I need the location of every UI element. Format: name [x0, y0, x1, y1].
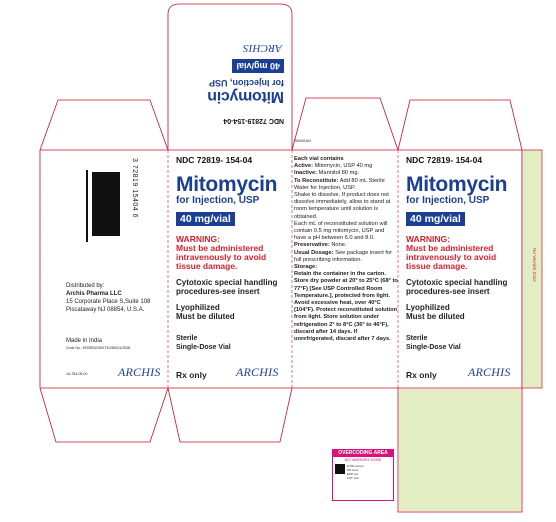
barcode-number: 3 72819 15404 6	[131, 158, 138, 219]
storage-text: Retain the container in the carton. Store dry powder at 20° to 25°C (68° to 77°F) [See USP Controlled Room Temperature.], protected from light. Avoid excessive heat, over 40°C (104°F). Protect reconstituted solution from light. Store solution under refrigeration 2° to 8°C (36° to 46°F), discard after 14 days. If unrefrigerated, discard after 7 days.	[294, 271, 398, 343]
top-flap-strength: 40 mg/vial	[232, 59, 284, 73]
barcode-guard	[84, 170, 90, 242]
inactive-text: Mannitol 80 mg.	[318, 170, 360, 177]
datamatrix-code	[335, 464, 345, 474]
preservative-label: Preservative:	[294, 242, 330, 249]
shake-text: Shake to dissolve. If product does not dissolve immediately, allow to stand at room temperature until solution is obtained.	[294, 192, 391, 220]
license-code: Code No.: KR/DRUGS/KTK/28D/01/2008	[66, 346, 131, 350]
top-flap-subtitle: for Injection, USP	[208, 78, 284, 88]
top-flap-logo	[243, 40, 282, 58]
front2-must-dilute: Must be diluted	[406, 312, 465, 321]
top-flap	[172, 30, 290, 140]
front-subtitle: for Injection, USP	[176, 195, 260, 206]
front2-warning-title: WARNING:	[406, 234, 450, 244]
front-ndc: NDC 72819- 154-04	[176, 155, 253, 165]
preservative-text: None.	[331, 242, 347, 249]
lot-label: LOT	[347, 476, 353, 480]
inactive-label: Inactive:	[294, 170, 318, 177]
each-ml-text: Each mL of reconstituted solution will contain 0.5 mg mitomycin, USP and have a pH between 6.0 and 8.0.	[294, 220, 388, 242]
front-must-dilute: Must be diluted	[176, 312, 235, 321]
distributed-by-label: Distributed by:	[66, 283, 105, 289]
overcoding-box: OVERCODING AREA NO VARNISH ZONE GTIN ▪▪▪▪▪▪▪▪ SN ▪▪▪▪▪▪ EXP ▪▪▪▪ LOT ▪▪▪▪▪	[332, 449, 394, 501]
reconstitute-label: To Reconstitute:	[294, 177, 339, 184]
front-single-dose: Single-Dose Vial	[176, 344, 231, 351]
front2-lyophilized: Lyophilized	[406, 303, 450, 312]
front-lyophilized: Lyophilized	[176, 303, 220, 312]
front-strength: 40 mg/vial	[176, 212, 235, 226]
top-flap-ndc-text: NDC 72819-154-04	[223, 117, 284, 124]
front2-logo-text: ARCHIS	[468, 365, 511, 379]
front2-brand: Mitomycin	[406, 173, 508, 196]
address-line-1: 15 Corporate Place S,Suite 108	[66, 299, 151, 305]
no-varnish-label: No Varnish Zone	[532, 248, 537, 282]
exp-label: EXP	[347, 472, 353, 476]
top-flap-logo-text: ARCHIS	[242, 42, 282, 54]
front2-logo	[468, 363, 511, 381]
active-label: Active:	[294, 163, 313, 170]
front-logo	[236, 363, 279, 381]
front2-subtitle: for Injection, USP	[406, 195, 490, 206]
front2-single-dose: Single-Dose Vial	[406, 344, 461, 351]
top-flap-brand	[208, 58, 284, 104]
front-rx: Rx only	[176, 370, 207, 380]
made-in-text: Made in India	[66, 338, 103, 344]
usual-text: See package insert for full prescribing information.	[294, 249, 393, 263]
top-flap-brand-text: Mitomycin	[207, 88, 284, 105]
mid-top-code: 784001M	[294, 138, 311, 143]
front-panel-2	[406, 155, 518, 385]
part-code: 1A-784-09-00	[66, 372, 88, 376]
middle-panel	[294, 156, 398, 343]
overcoding-title: OVERCODING AREA	[333, 450, 393, 457]
active-text: Mitomycin, USP 40 mg	[314, 163, 373, 170]
front2-cytotoxic: Cytotoxic special handling procedures-see insert	[406, 278, 508, 296]
front-panel	[176, 155, 288, 385]
front-warning-text: Must be administered intravenously to avoid tissue damage.	[176, 243, 267, 271]
usual-label: Usual Dosage:	[294, 249, 334, 256]
gtin-label: GTIN	[347, 464, 355, 468]
made-in-block	[66, 337, 166, 351]
front-warning-title: WARNING:	[176, 234, 220, 244]
front2-rx: Rx only	[406, 370, 437, 380]
front2-strength: 40 mg/vial	[406, 212, 465, 226]
top-flap-ndc	[223, 114, 284, 132]
left-logo-text: ARCHIS	[118, 365, 161, 379]
front2-warning-text: Must be administered intravenously to avoid tissue damage.	[406, 243, 497, 271]
storage-label: Storage:	[294, 264, 318, 271]
left-logo	[118, 363, 161, 381]
front-sterile: Sterile	[176, 335, 198, 342]
address-line-2: Piscataway NJ 08854, U.S.A.	[66, 307, 145, 313]
company-name: Archis Pharma LLC	[66, 291, 122, 297]
front2-ndc: NDC 72819- 154-04	[406, 155, 483, 165]
front2-sterile: Sterile	[406, 335, 428, 342]
reconstitute-text: Add 80 mL Sterile Water for Injection, USP.	[294, 177, 385, 191]
overcoding-subtitle: NO VARNISH ZONE	[344, 457, 382, 462]
each-vial-label: Each vial contains	[294, 156, 344, 162]
distributor-block	[66, 282, 166, 314]
barcode	[92, 172, 120, 236]
sn-label: SN	[347, 468, 352, 472]
front-logo-text: ARCHIS	[236, 365, 279, 379]
front-brand: Mitomycin	[176, 173, 278, 196]
front-cytotoxic: Cytotoxic special handling procedures-see insert	[176, 278, 278, 296]
